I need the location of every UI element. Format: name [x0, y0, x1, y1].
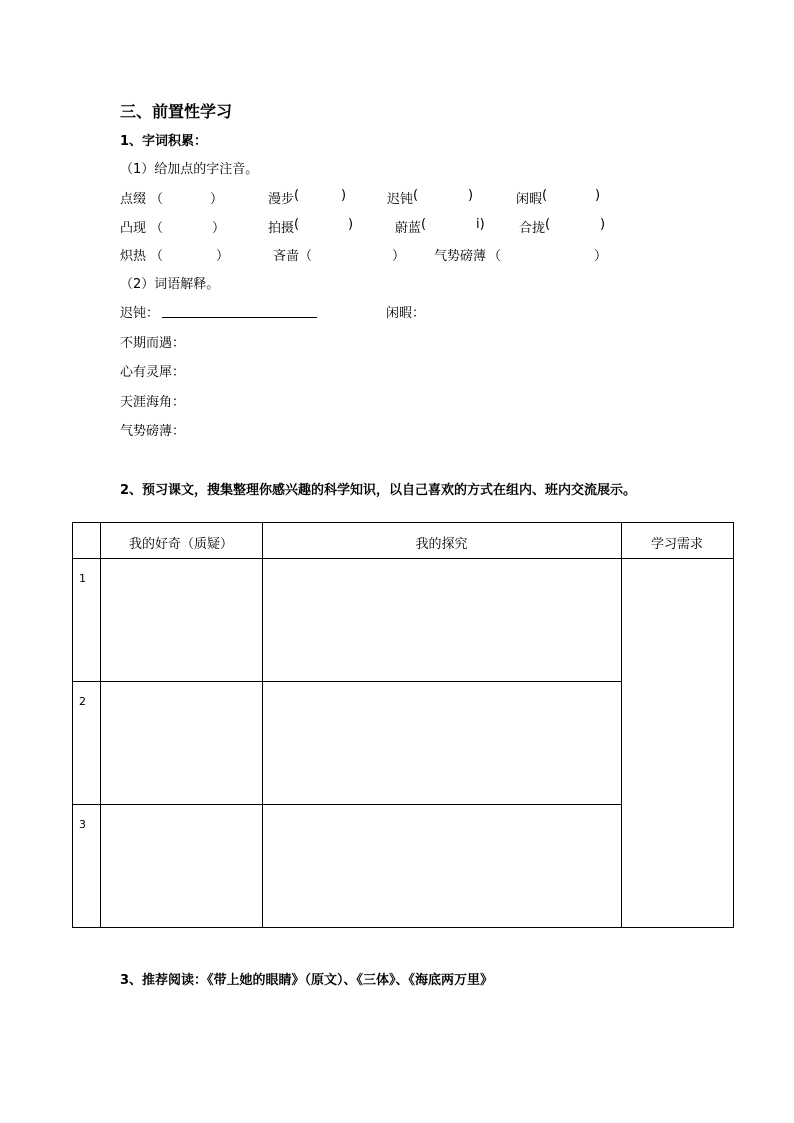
row-number: 1: [79, 572, 86, 585]
paren-close: i): [476, 217, 485, 232]
q1-sub1: （1）给加点的字注音。: [120, 162, 259, 177]
row-number: 2: [79, 695, 86, 708]
paren-close: ）: [212, 221, 226, 236]
paren-close: ): [348, 217, 354, 232]
pinyin-word: 点缀: [120, 192, 147, 207]
pinyin-word: 合拢: [519, 221, 546, 236]
def-chidun-label: 迟钝：: [120, 306, 160, 321]
paren-open: （: [488, 249, 502, 264]
paren-open: (: [421, 217, 427, 232]
paren-open: （: [299, 249, 313, 264]
q3-title: 3、推荐阅读：《带上她的眼睛》（原文）、《三体》、《海底两万里》: [120, 973, 494, 988]
header-learning-needs: 学习需求: [650, 537, 703, 552]
paren-close: ): [341, 188, 347, 203]
pinyin-word: 拍摄: [268, 221, 295, 236]
def-item: 天涯海角：: [120, 395, 186, 410]
table-row-divider: [72, 804, 622, 805]
table-col-divider: [262, 522, 263, 927]
paren-open: （: [150, 249, 164, 264]
table-border-top: [72, 522, 734, 523]
paren-open: (: [294, 217, 300, 232]
table-header-divider: [72, 558, 734, 559]
pinyin-word: 凸现: [120, 221, 147, 236]
paren-open: (: [413, 188, 419, 203]
def-chidun-answer-line[interactable]: [162, 317, 317, 318]
paren-close: ): [600, 217, 606, 232]
pinyin-word: 气势磅薄: [434, 249, 487, 264]
row-number: 3: [79, 818, 86, 831]
def-xianxia-label: 闲暇：: [386, 306, 426, 321]
def-item: 心有灵犀：: [120, 365, 186, 380]
pinyin-word: 吝啬: [273, 249, 300, 264]
paren-close: ): [595, 188, 601, 203]
pinyin-word: 炽热: [120, 249, 147, 264]
paren-close: ）: [594, 249, 608, 264]
def-item: 气势磅薄：: [120, 424, 186, 439]
section-title: 三、前置性学习: [120, 102, 233, 121]
table-border-left: [72, 522, 73, 927]
pinyin-word: 蔚蓝: [395, 221, 422, 236]
paren-open: (: [294, 188, 300, 203]
table-col-divider: [621, 522, 622, 927]
q2-title: 2、预习课文，搜集整理你感兴趣的科学知识，以自己喜欢的方式在组内、班内交流展示。: [120, 483, 637, 498]
paren-open: (: [545, 217, 551, 232]
table-col-divider: [100, 522, 101, 927]
paren-close: ）: [216, 249, 230, 264]
paren-close: ）: [210, 192, 224, 207]
paren-close: ): [468, 188, 474, 203]
paren-open: （: [150, 192, 164, 207]
pinyin-word: 漫步: [268, 192, 295, 207]
q1-title: 1、字词积累：: [120, 134, 208, 149]
pinyin-word: 闲暇: [516, 192, 543, 207]
paren-open: (: [542, 188, 548, 203]
paren-open: （: [150, 221, 164, 236]
table-row-divider: [72, 681, 622, 682]
table-border-right: [733, 522, 734, 927]
pinyin-word: 迟钝: [387, 192, 414, 207]
table-border-bottom: [72, 927, 734, 928]
header-curiosity: 我的好奇（质疑）: [128, 537, 233, 552]
def-item: 不期而遇：: [120, 336, 186, 351]
paren-close: ）: [392, 249, 406, 264]
q1-sub2: （2）词语解释。: [120, 277, 220, 292]
header-exploration: 我的探究: [415, 537, 468, 552]
